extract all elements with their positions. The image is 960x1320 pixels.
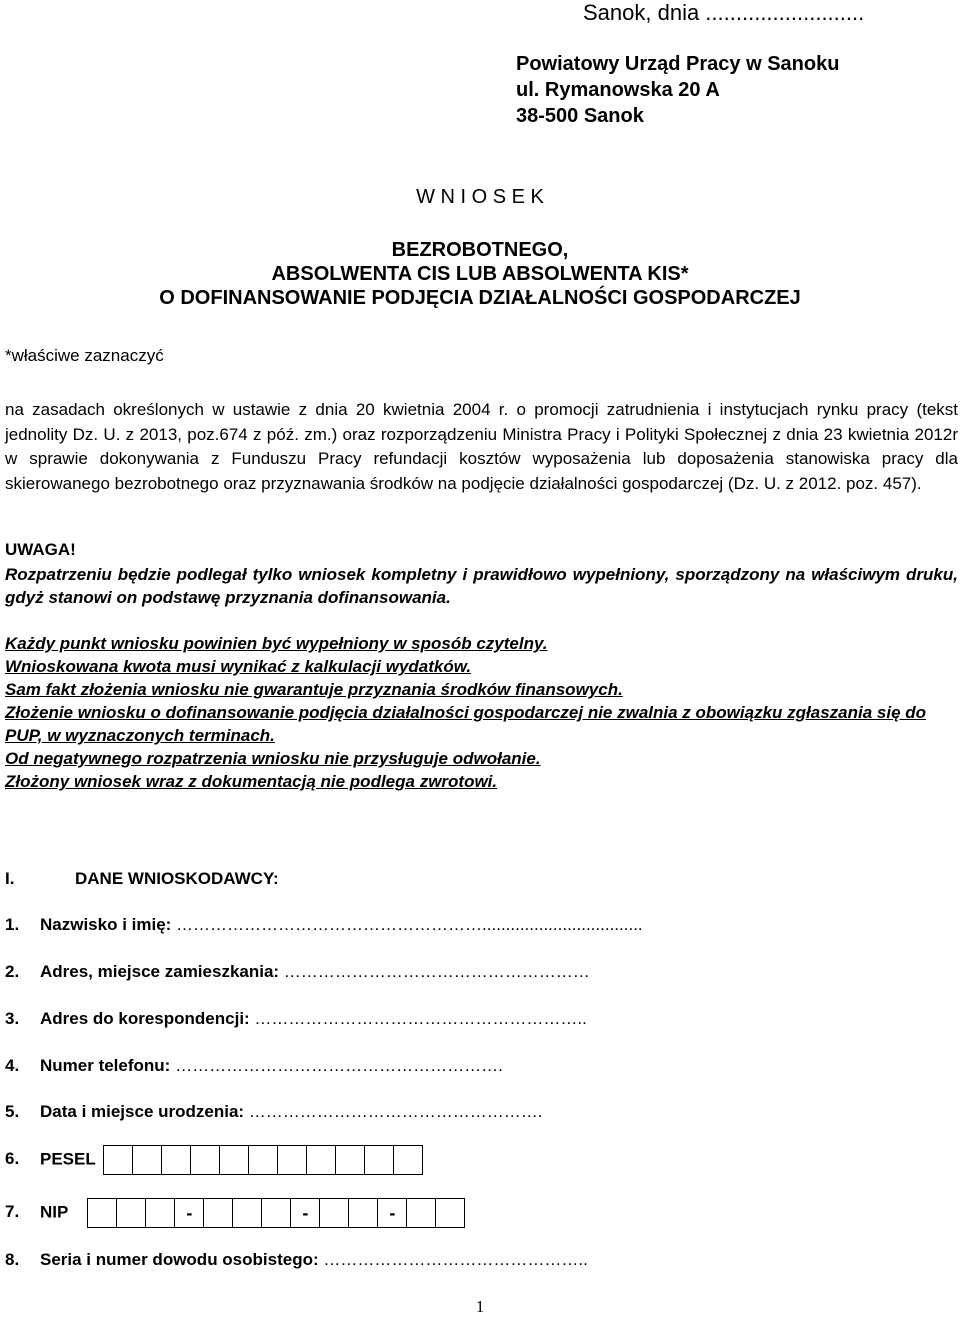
subtitle-line: BEZROBOTNEGO,	[391, 239, 569, 261]
pesel-digit-box[interactable]	[161, 1145, 191, 1175]
field-dots[interactable]: ………………………………………..	[318, 1250, 588, 1269]
office-city: 38-500 Sanok	[516, 105, 644, 127]
field-dots[interactable]: ………………………………………………….	[170, 1056, 503, 1075]
nip-digit-box[interactable]	[145, 1198, 175, 1228]
nip-separator: -	[174, 1198, 204, 1228]
field-dots[interactable]: …………………………………………………..	[249, 1009, 587, 1028]
pesel-digit-box[interactable]	[219, 1145, 249, 1175]
pesel-digit-box[interactable]	[277, 1145, 307, 1175]
nip-digit-box[interactable]	[348, 1198, 378, 1228]
field-address[interactable]: 2. Adres, miejsce zamieszkania: ………………………………………………	[5, 962, 590, 981]
subtitle-line: O DOFINANSOWANIE PODJĘCIA DZIAŁALNOŚCI GOSPODARCZEJ	[159, 287, 801, 309]
pesel-digit-box[interactable]	[393, 1145, 423, 1175]
office-name: Powiatowy Urząd Pracy w Sanoku	[516, 53, 840, 75]
field-label: NIP	[40, 1202, 69, 1222]
field-label: PESEL	[40, 1149, 96, 1169]
field-label: Data i miejsce urodzenia:	[40, 1102, 245, 1121]
nip-digit-box[interactable]	[261, 1198, 291, 1228]
field-id-card[interactable]: 8. Seria i numer dowodu osobistego: ………………………………………..	[5, 1250, 588, 1269]
nip-separator: -	[377, 1198, 407, 1228]
nip-digit-box[interactable]	[203, 1198, 233, 1228]
nip-digit-box[interactable]	[116, 1198, 146, 1228]
field-phone[interactable]: 4. Numer telefonu: ………………………………………………….	[5, 1056, 503, 1075]
nip-digit-box[interactable]	[232, 1198, 262, 1228]
pesel-digit-box[interactable]	[306, 1145, 336, 1175]
field-name[interactable]: 1. Nazwisko i imię: ………………………………………………..................................	[5, 915, 643, 934]
pesel-digit-box[interactable]	[335, 1145, 365, 1175]
document-subtitle	[0, 238, 960, 310]
subtitle-line: ABSOLWENTA CIS LUB ABSOLWENTA KIS*	[271, 263, 689, 285]
pesel-boxes[interactable]	[104, 1145, 423, 1175]
document-title: W N I O S E K	[416, 186, 544, 208]
nip-boxes[interactable]	[88, 1198, 465, 1228]
section-title: DANE WNIOSKODAWCY:	[75, 869, 279, 888]
field-correspondence-address[interactable]: 3. Adres do korespondencji: …………………………………………………..	[5, 1009, 587, 1028]
date-line: Sanok, dnia ..........................	[583, 0, 865, 25]
field-label: Numer telefonu:	[40, 1056, 171, 1075]
nip-digit-box[interactable]	[319, 1198, 349, 1228]
field-label: Seria i numer dowodu osobistego:	[40, 1250, 319, 1269]
field-dots[interactable]: ………………………………………………	[279, 962, 590, 981]
field-label: Adres do korespondencji:	[40, 1009, 250, 1028]
nip-digit-box[interactable]	[406, 1198, 436, 1228]
section-heading	[5, 868, 279, 890]
rule-item: Sam fakt złożenia wniosku nie gwarantuje przyznania środków finansowych.	[5, 680, 623, 699]
rule-item: Złożony wniosek wraz z dokumentacją nie podlega zwrotowi.	[5, 772, 498, 791]
legal-basis-paragraph: na zasadach określonych w ustawie z dnia 20 kwietnia 2004 r. o promocji zatrudnienia i instytucjach rynku pracy (tekst jednolity Dz. U. z 2013, poz.674 z póź. zm.) oraz rozporządzeniu Ministra Pracy i Polityki Społecznej z dnia 23 kwietnia 2012r w sprawie dokonywania z Funduszu Pracy refundacji kosztów wyposażenia lub doposażenia stanowiska pracy dla skierowanego bezrobotnego oraz przyznawania środków na podjęcie działalności gospodarczej (Dz. U. z 2012. poz. 457).	[5, 400, 958, 493]
nip-digit-box[interactable]	[435, 1198, 465, 1228]
section-number: I.	[5, 869, 15, 888]
office-street: ul. Rymanowska 20 A	[516, 79, 720, 101]
field-label: Adres, miejsce zamieszkania:	[40, 962, 280, 981]
warning-heading: UWAGA!	[5, 540, 76, 559]
rule-item: Złożenie wniosku o dofinansowanie podjęcia działalności gospodarczej nie zwalnia z obowiązku zgłaszania się do PUP, w wyznaczonych terminach.	[5, 703, 927, 745]
pesel-digit-box[interactable]	[103, 1145, 133, 1175]
rule-item: Od negatywnego rozpatrzenia wniosku nie przysługuje odwołanie.	[5, 749, 541, 768]
page-number: 1	[475, 1297, 485, 1316]
rule-item: Każdy punkt wniosku powinien być wypełniony w sposób czytelny.	[5, 634, 548, 653]
rule-item: Wnioskowana kwota musi wynikać z kalkulacji wydatków.	[5, 657, 472, 676]
nip-separator: -	[290, 1198, 320, 1228]
field-dots[interactable]: …………………………………………….	[244, 1102, 543, 1121]
pesel-digit-box[interactable]	[132, 1145, 162, 1175]
pesel-digit-box[interactable]	[248, 1145, 278, 1175]
warning-text: Rozpatrzeniu będzie podlegał tylko wniosek kompletny i prawidłowo wypełniony, sporządzony na właściwym druku, gdyż stanowi on podstawę przyznania dofinansowania.	[5, 565, 958, 607]
nip-digit-box[interactable]	[87, 1198, 117, 1228]
field-label: Nazwisko i imię:	[40, 915, 172, 934]
field-pesel: 6. PESEL	[5, 1145, 423, 1175]
pesel-digit-box[interactable]	[364, 1145, 394, 1175]
office-address	[516, 51, 839, 129]
pesel-digit-box[interactable]	[190, 1145, 220, 1175]
field-dots[interactable]: ………………………………………………..................................	[171, 915, 643, 934]
field-nip: 7. NIP - - -	[5, 1198, 465, 1228]
footnote-mark: *właściwe zaznaczyć	[5, 346, 164, 365]
rules-list	[5, 632, 960, 793]
field-birth[interactable]: 5. Data i miejsce urodzenia: …………………………………………….	[5, 1102, 543, 1121]
